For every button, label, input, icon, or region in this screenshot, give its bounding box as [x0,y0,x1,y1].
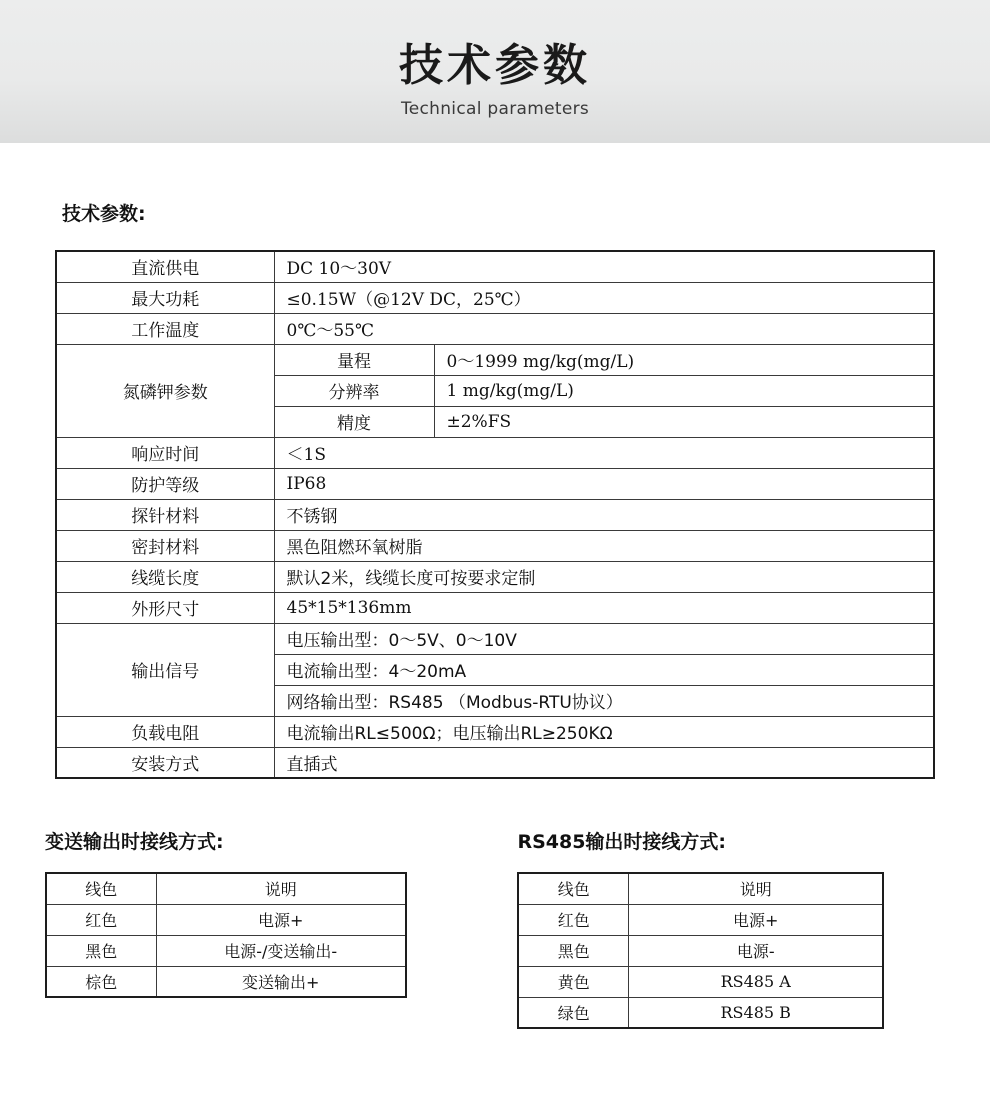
table-row [56,747,934,778]
wiring-header-color: 线色 [46,873,156,904]
table-row [518,966,883,997]
spec-value: 默认2米，线缆长度可按要求定制 [274,561,934,592]
table-row [56,623,934,654]
spec-sublabel: 分辨率 [274,375,434,406]
wiring-cell-desc: 电源+ [156,904,406,935]
wiring-cell-color: 棕色 [46,966,156,997]
spec-value: 电流输出RL≤500Ω；电压输出RL≥250KΩ [274,716,934,747]
wiring-cell-color: 红色 [46,904,156,935]
spec-label: 最大功耗 [56,282,274,313]
spec-value: 不锈钢 [274,499,934,530]
wiring-section [0,827,990,1029]
wiring-cell-desc: 变送输出+ [156,966,406,997]
wiring-title-right: RS485输出时接线方式: [517,831,727,853]
wiring-header-desc: 说明 [628,873,883,904]
wiring-block-transmitter [45,827,407,998]
wiring-cell-desc: 电源- [628,935,883,966]
spec-label: 防护等级 [56,468,274,499]
wiring-cell-color: 红色 [518,904,628,935]
wiring-block-rs485 [517,827,884,1029]
spec-value: 电压输出型：0～5V、0～10V [274,623,934,654]
spec-value: ±2%FS [434,406,934,437]
spec-sublabel: 精度 [274,406,434,437]
wiring-cell-desc: RS485 A [628,966,883,997]
table-row [56,592,934,623]
spec-value: 45*15*136mm [274,592,934,623]
table-row [56,344,934,375]
spec-label: 直流供电 [56,251,274,282]
wiring-table-transmitter [45,872,407,998]
spec-label: 输出信号 [56,623,274,716]
spec-table [55,250,935,779]
table-row [46,873,406,904]
spec-label: 工作温度 [56,313,274,344]
spec-label: 负载电阻 [56,716,274,747]
table-row [56,282,934,313]
table-row [56,437,934,468]
spec-value: 电流输出型：4～20mA [274,654,934,685]
table-row [46,966,406,997]
table-row [56,716,934,747]
spec-value: ≤0.15W（@12V DC，25℃） [274,282,934,313]
wiring-header-color: 线色 [518,873,628,904]
wiring-table-rs485 [517,872,884,1029]
table-row [56,530,934,561]
banner-title: 技术参数 [399,40,591,92]
wiring-cell-color: 绿色 [518,997,628,1028]
table-row [56,251,934,282]
wiring-cell-desc: 电源+ [628,904,883,935]
spec-value: 0℃～55℃ [274,313,934,344]
table-row [518,935,883,966]
spec-value: ＜1S [274,437,934,468]
spec-value: 网络输出型：RS485 （Modbus-RTU协议） [274,685,934,716]
page-banner [0,0,990,143]
spec-label: 氮磷钾参数 [56,344,274,437]
table-row [46,904,406,935]
spec-label: 探针材料 [56,499,274,530]
wiring-cell-color: 黑色 [518,935,628,966]
table-row [518,997,883,1028]
spec-label: 响应时间 [56,437,274,468]
table-row [46,935,406,966]
spec-label: 线缆长度 [56,561,274,592]
table-row [56,468,934,499]
table-row [518,904,883,935]
spec-value: 1 mg/kg(mg/L) [434,375,934,406]
section-heading: 技术参数: [62,203,146,225]
wiring-header-desc: 说明 [156,873,406,904]
table-row [56,499,934,530]
table-row [56,561,934,592]
spec-value: 黑色阻燃环氧树脂 [274,530,934,561]
spec-label: 外形尺寸 [56,592,274,623]
wiring-cell-color: 黄色 [518,966,628,997]
spec-value: 直插式 [274,747,934,778]
spec-sublabel: 量程 [274,344,434,375]
wiring-cell-color: 黑色 [46,935,156,966]
table-row [518,873,883,904]
spec-value: DC 10～30V [274,251,934,282]
spec-value: IP68 [274,468,934,499]
spec-label: 安装方式 [56,747,274,778]
banner-subtitle: Technical parameters [400,98,590,119]
wiring-cell-desc: 电源-/变送输出- [156,935,406,966]
spec-value: 0～1999 mg/kg(mg/L) [434,344,934,375]
wiring-title-left: 变送输出时接线方式: [45,831,224,853]
wiring-cell-desc: RS485 B [628,997,883,1028]
table-row [56,313,934,344]
spec-label: 密封材料 [56,530,274,561]
